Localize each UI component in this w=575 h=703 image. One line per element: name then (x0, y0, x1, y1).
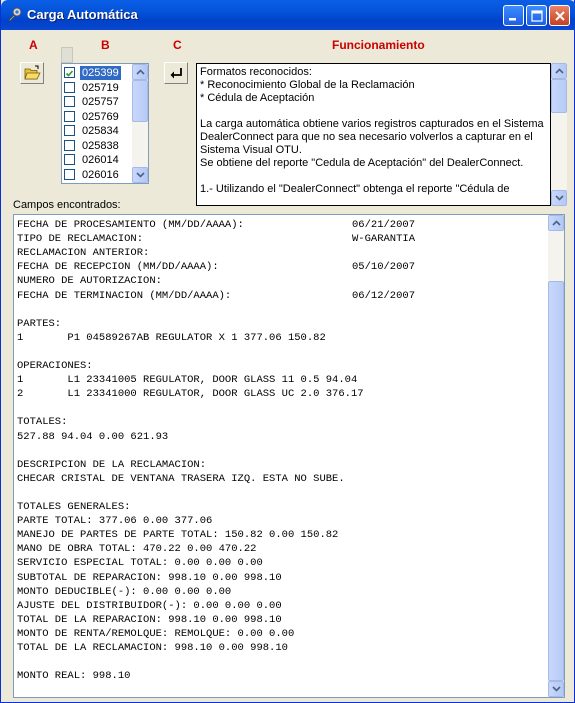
campos-line: PARTE TOTAL: 377.06 0.00 377.06 (17, 515, 213, 528)
campos-line: 1 L1 23341005 REGULATOR, DOOR GLASS 11 0.5 94.04 (17, 374, 358, 387)
list-item-label: 025757 (82, 96, 119, 108)
list-item-checkbox[interactable] (64, 111, 75, 122)
campos-encontrados-label: Campos encontrados: (13, 199, 121, 211)
info-scroll-thumb[interactable] (551, 79, 567, 113)
list-item-label: 025769 (82, 110, 119, 123)
list-item[interactable] (64, 124, 134, 138)
campos-line: FECHA DE RECEPCION (MM/DD/AAAA): (17, 261, 219, 274)
minimize-button[interactable] (503, 5, 524, 26)
info-scroll-down-button[interactable] (551, 190, 567, 206)
list-item-checkbox[interactable] (64, 96, 75, 107)
list-scroll-down-button[interactable] (132, 167, 148, 183)
list-item-label: 026016 (82, 168, 119, 181)
open-file-button[interactable] (20, 62, 44, 84)
list-header-handle[interactable] (61, 47, 73, 63)
campos-line: 2 L1 23341000 REGULATOR, DOOR GLASS UC 2.0 376.17 (17, 388, 364, 401)
campos-scrollbar[interactable] (548, 215, 564, 697)
list-item[interactable] (64, 153, 134, 167)
list-scroll-up-button[interactable] (132, 64, 148, 80)
campos-line: MONTO REAL: 998.10 (17, 670, 131, 683)
info-scrollbar[interactable] (551, 63, 567, 206)
column-label-b: B (101, 38, 110, 52)
list-item[interactable] (64, 95, 134, 109)
campos-line: SUBTOTAL DE REPARACION: 998.10 0.00 998.10 (17, 571, 282, 584)
campos-line-value: W-GARANTIA (352, 233, 416, 246)
campos-line: TOTALES: (17, 416, 68, 429)
chevron-up-icon (555, 68, 564, 74)
list-item[interactable] (64, 110, 134, 124)
list-item-checkbox[interactable] (64, 67, 75, 78)
list-item-checkbox[interactable] (64, 125, 75, 136)
list-item[interactable] (64, 81, 134, 95)
list-scrollbar[interactable] (132, 64, 148, 183)
list-item-label: 025399 (82, 67, 119, 79)
maximize-button[interactable] (526, 5, 547, 26)
list-item-label: 025834 (82, 125, 119, 137)
list-item-label: 025719 (82, 81, 119, 94)
campos-line: NUMERO DE AUTORIZACION: (17, 275, 162, 288)
campos-line: 527.88 94.04 0.00 621.93 (17, 430, 169, 443)
close-button[interactable] (549, 5, 570, 26)
campos-line: FECHA DE PROCESAMIENTO (MM/DD/AAAA): (17, 219, 244, 231)
checkmark-icon (65, 69, 74, 78)
info-line: * Reconocimiento Global de la Reclamación (200, 79, 415, 91)
open-folder-icon (24, 65, 41, 81)
campos-line: MONTO DE RENTA/REMOLQUE: REMOLQUE: 0.00 0.00 (17, 627, 295, 640)
wrench-icon (7, 7, 23, 23)
chevron-down-icon (552, 686, 561, 692)
campos-line: CHECAR CRISTAL DE VENTANA TRASERA IZQ. ESTA NO SUBE. (17, 472, 345, 485)
info-line: * Cédula de Aceptación (200, 92, 315, 104)
close-icon (553, 9, 567, 23)
campos-line: SERVICIO ESPECIAL TOTAL: 0.00 0.00 0.00 (17, 557, 263, 570)
campos-line: MANO DE OBRA TOTAL: 470.22 0.00 470.22 (17, 543, 257, 556)
campos-line-value: 06/12/2007 (352, 289, 416, 302)
list-item[interactable] (64, 168, 134, 182)
list-scroll-thumb[interactable] (132, 80, 148, 122)
maximize-icon (530, 9, 544, 23)
campos-line: DESCRIPCION DE LA RECLAMACION: (17, 458, 207, 471)
info-scroll-up-button[interactable] (551, 63, 567, 79)
campos-line: TOTAL DE LA RECLAMACION: 998.10 0.00 998.10 (17, 642, 288, 654)
minimize-icon (507, 9, 521, 23)
info-line: Se obtiene del reporte "Cedula de Aceptación" del DealerConnect. (200, 157, 524, 169)
campos-line: FECHA DE TERMINACION (MM/DD/AAAA): (17, 289, 232, 302)
funcionamiento-label: Funcionamiento (332, 38, 425, 52)
list-item[interactable] (64, 139, 134, 153)
campos-line: TOTAL DE LA REPARACION: 998.10 0.00 998.10 (17, 613, 282, 626)
registro-list[interactable] (61, 63, 149, 184)
info-line: Formatos reconocidos: (200, 66, 312, 78)
info-line: DealerConnect para que no sea necesario volverlos a capturar en el (200, 131, 533, 143)
campos-scroll-up-button[interactable] (548, 215, 564, 231)
info-line: La carga automática obtiene varios registros capturados en el Sistema (200, 118, 544, 130)
campos-textarea[interactable] (13, 214, 565, 698)
campos-line: 1 P1 04589267AB REGULATOR X 1 377.06 150.82 (17, 331, 326, 344)
list-item-label: 025838 (82, 139, 119, 152)
enter-arrow-icon (168, 65, 185, 81)
list-item-checkbox[interactable] (64, 169, 75, 180)
info-line: 1.- Utilizando el "DealerConnect" obtenga el reporte "Cédula de (200, 183, 510, 195)
title-bar[interactable] (1, 0, 575, 30)
list-item-label: 026014 (82, 154, 119, 166)
campos-line: OPERACIONES: (17, 360, 93, 372)
campos-scroll-thumb[interactable] (548, 281, 564, 681)
window-title: Carga Automática (27, 7, 138, 22)
load-button[interactable] (164, 62, 188, 84)
funcionamiento-textbox[interactable] (196, 63, 551, 206)
chevron-up-icon (136, 69, 145, 75)
campos-line: TIPO DE RECLAMACION: (17, 233, 144, 246)
column-label-c: C (173, 38, 182, 52)
campos-line: TOTALES GENERALES: (17, 501, 131, 513)
campos-line: PARTES: (17, 317, 62, 330)
campos-line: RECLAMACION ANTERIOR: (17, 247, 150, 260)
campos-line: MANEJO DE PARTES DE PARTE TOTAL: 150.82 0.00 150.82 (17, 529, 339, 542)
info-line: Sistema Visual OTU. (200, 144, 302, 156)
chevron-up-icon (552, 220, 561, 226)
column-label-a: A (29, 38, 38, 52)
chevron-down-icon (136, 172, 145, 178)
list-item[interactable] (64, 66, 134, 80)
campos-line-value: 05/10/2007 (352, 261, 416, 274)
campos-line-value: 06/21/2007 (352, 219, 416, 231)
campos-line: AJUSTE DEL DISTRIBUIDOR(-): 0.00 0.00 0.00 (17, 599, 282, 612)
list-item-checkbox[interactable] (64, 154, 75, 165)
campos-scroll-down-button[interactable] (548, 681, 564, 697)
campos-line: MONTO DEDUCIBLE(-): 0.00 0.00 0.00 (17, 585, 232, 598)
list-item-checkbox[interactable] (64, 140, 75, 151)
list-item-checkbox[interactable] (64, 82, 75, 93)
chevron-down-icon (555, 195, 564, 201)
